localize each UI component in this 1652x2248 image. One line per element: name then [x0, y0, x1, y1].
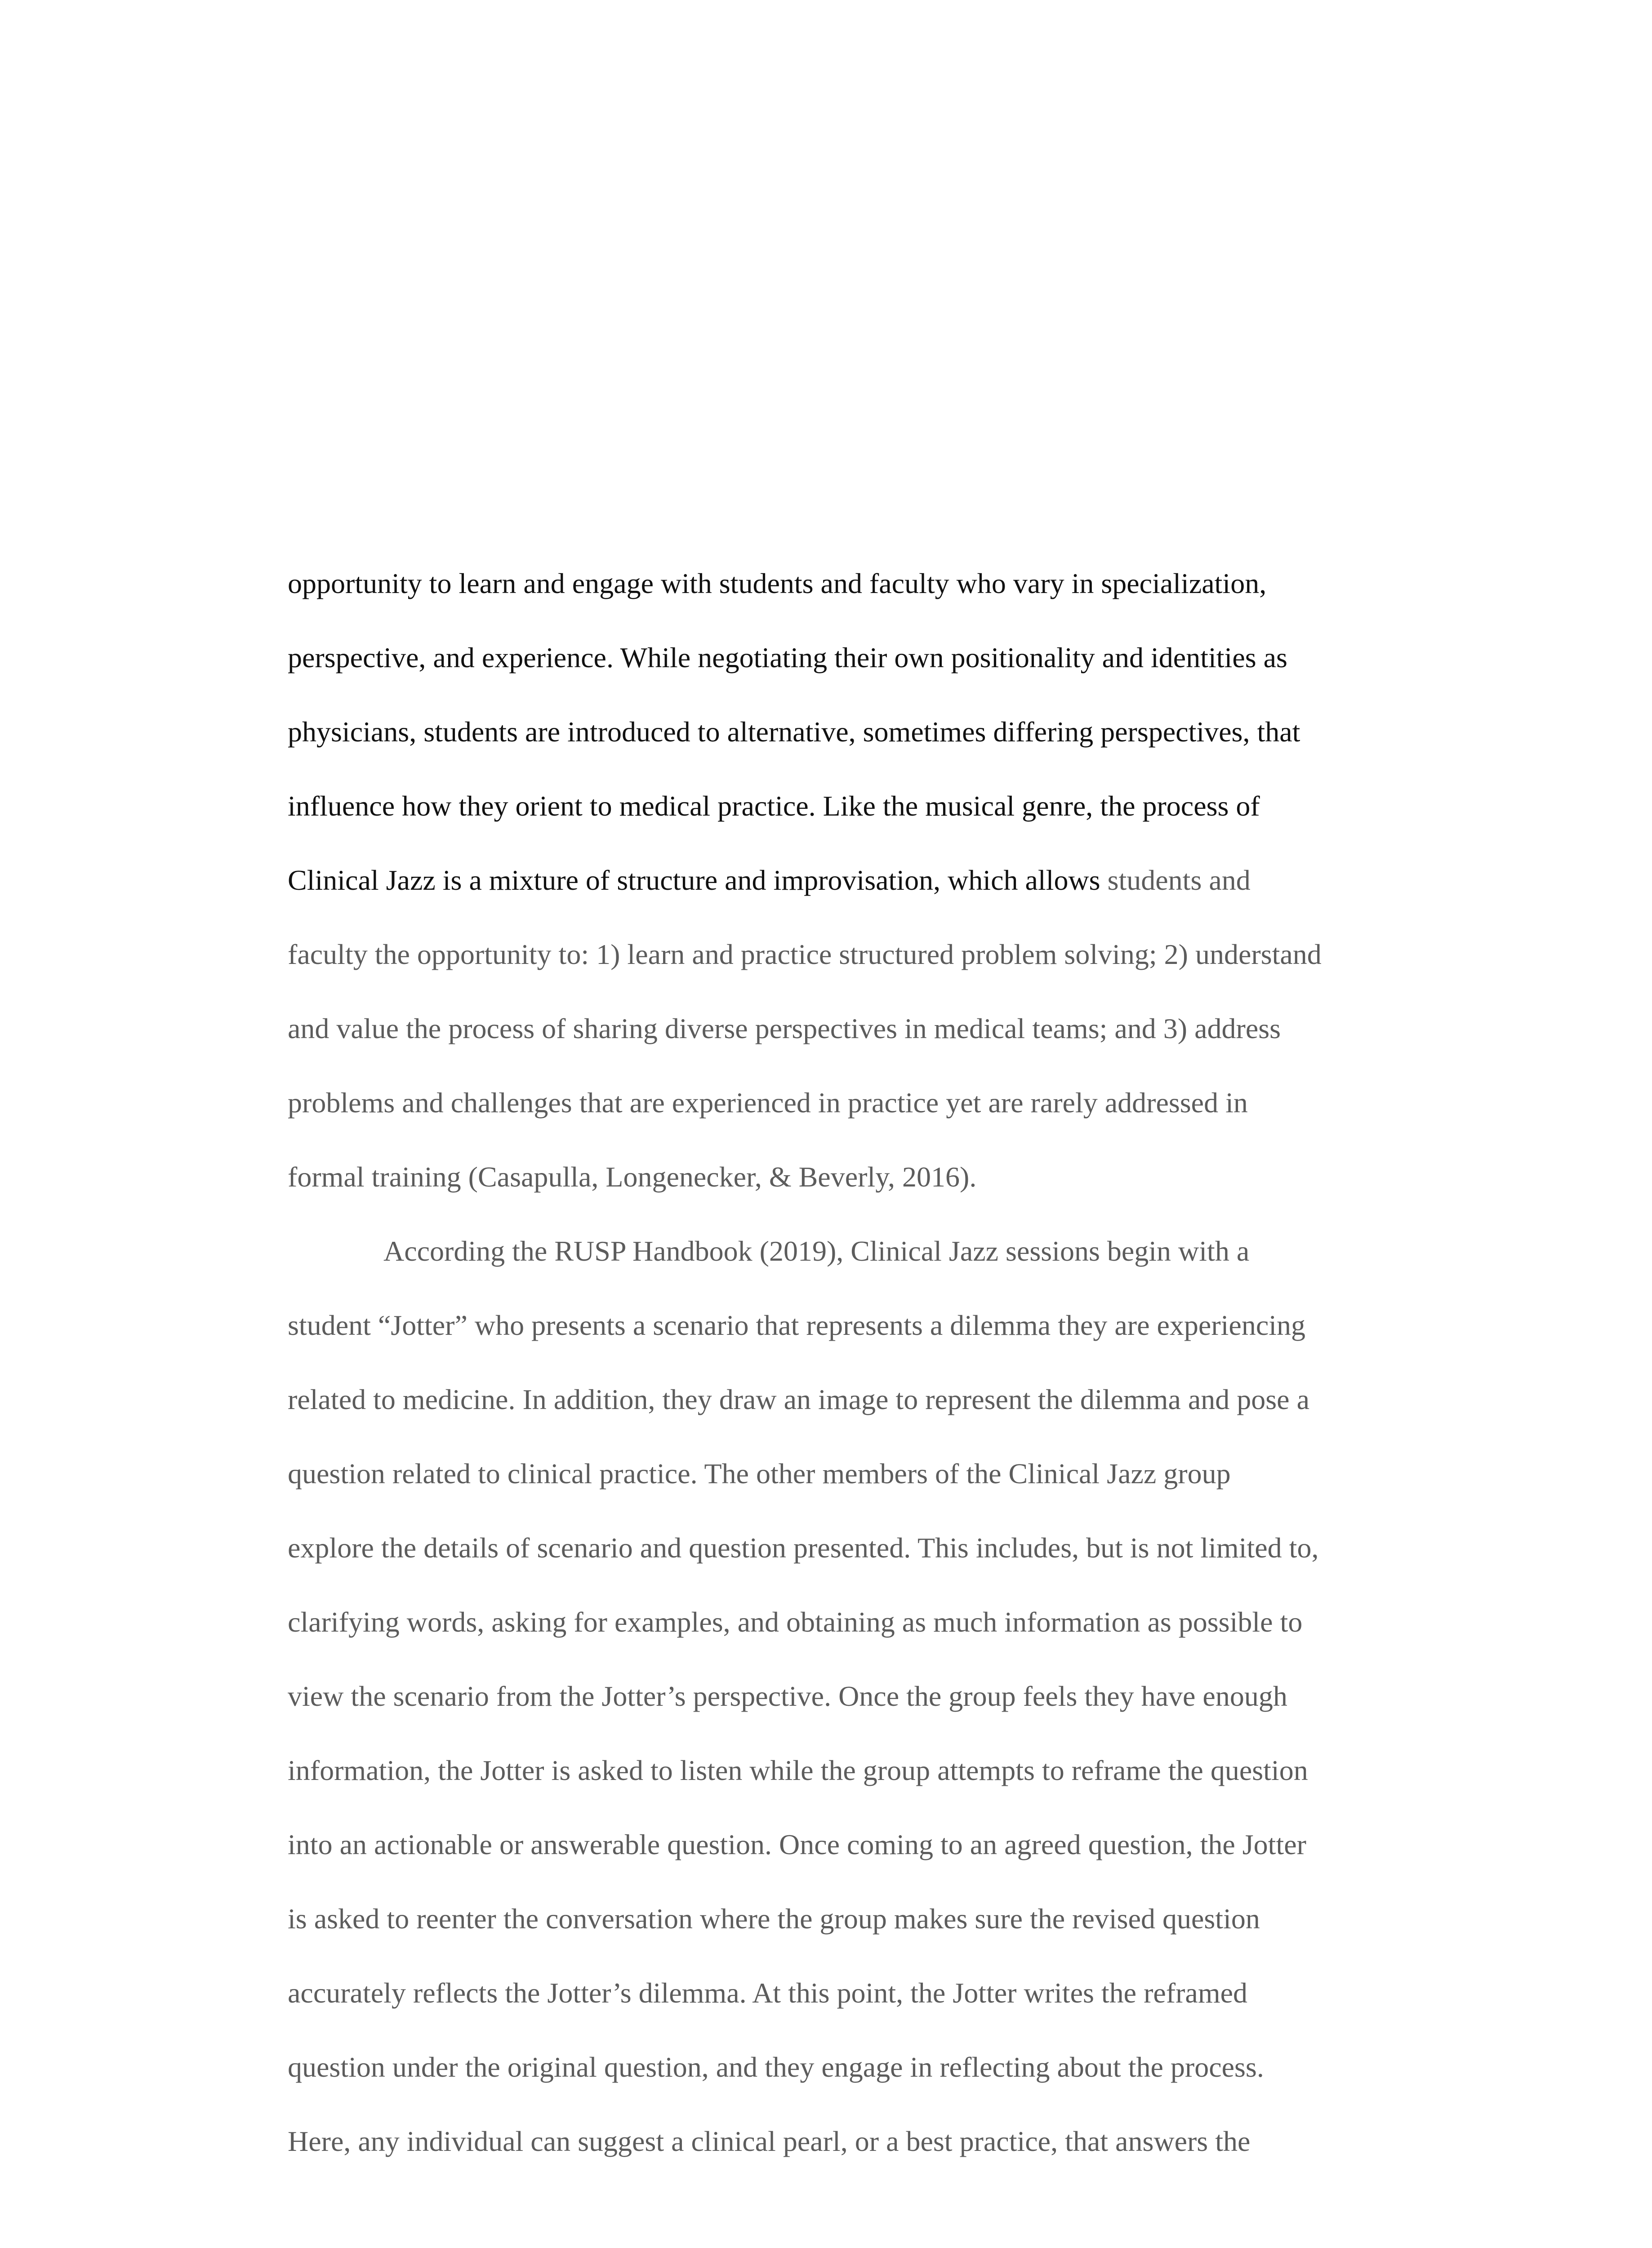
- paragraph-1: [288, 546, 1438, 1214]
- text-line: formal training (Casapulla, Longenecker, & Beverly, 2016).: [288, 1161, 977, 1193]
- text-segment: Clinical Jazz is a mixture of structure and improvisation, which allows: [288, 864, 1108, 896]
- text-line: perspective, and experience. While negotiating their own positionality and identities as: [288, 642, 1287, 674]
- text-line: question related to clinical practice. The other members of the Clinical Jazz group: [288, 1458, 1231, 1490]
- text-line: accurately reflects the Jotter’s dilemma. At this point, the Jotter writes the reframed: [288, 1977, 1247, 2009]
- text-segment: students and: [1107, 864, 1251, 896]
- body-text: [288, 546, 1438, 2178]
- text-line: According the RUSP Handbook (2019), Clinical Jazz sessions begin with a: [383, 1235, 1250, 1267]
- text-line: is asked to reenter the conversation where the group makes sure the revised question: [288, 1903, 1260, 1935]
- text-line: faculty the opportunity to: 1) learn and practice structured problem solving; 2) understand: [288, 938, 1322, 970]
- text-line: student “Jotter” who presents a scenario that represents a dilemma they are experiencing: [288, 1309, 1305, 1341]
- text-line: into an actionable or answerable question. Once coming to an agreed question, the Jotter: [288, 1829, 1306, 1860]
- text-line: view the scenario from the Jotter’s perspective. Once the group feels they have enough: [288, 1680, 1287, 1712]
- text-line: Here, any individual can suggest a clinical pearl, or a best practice, that answers the: [288, 2125, 1251, 2157]
- text-line: explore the details of scenario and question presented. This includes, but is not limited to,: [288, 1532, 1319, 1564]
- text-line: question under the original question, and they engage in reflecting about the process.: [288, 2051, 1264, 2083]
- text-line: clarifying words, asking for examples, and obtaining as much information as possible to: [288, 1606, 1303, 1638]
- text-line: physicians, students are introduced to alternative, sometimes differing perspectives, that: [288, 716, 1300, 748]
- text-line: [288, 843, 1438, 917]
- text-line: opportunity to learn and engage with students and faculty who vary in specialization,: [288, 567, 1267, 599]
- text-line: information, the Jotter is asked to listen while the group attempts to reframe the question: [288, 1754, 1308, 1786]
- text-line: and value the process of sharing diverse perspectives in medical teams; and 3) address: [288, 1012, 1281, 1044]
- paragraph-2: [288, 1214, 1438, 2178]
- text-line: problems and challenges that are experienced in practice yet are rarely addressed in: [288, 1087, 1248, 1119]
- text-line: related to medicine. In addition, they draw an image to represent the dilemma and pose a: [288, 1383, 1309, 1415]
- text-line: influence how they orient to medical practice. Like the musical genre, the process of: [288, 790, 1260, 822]
